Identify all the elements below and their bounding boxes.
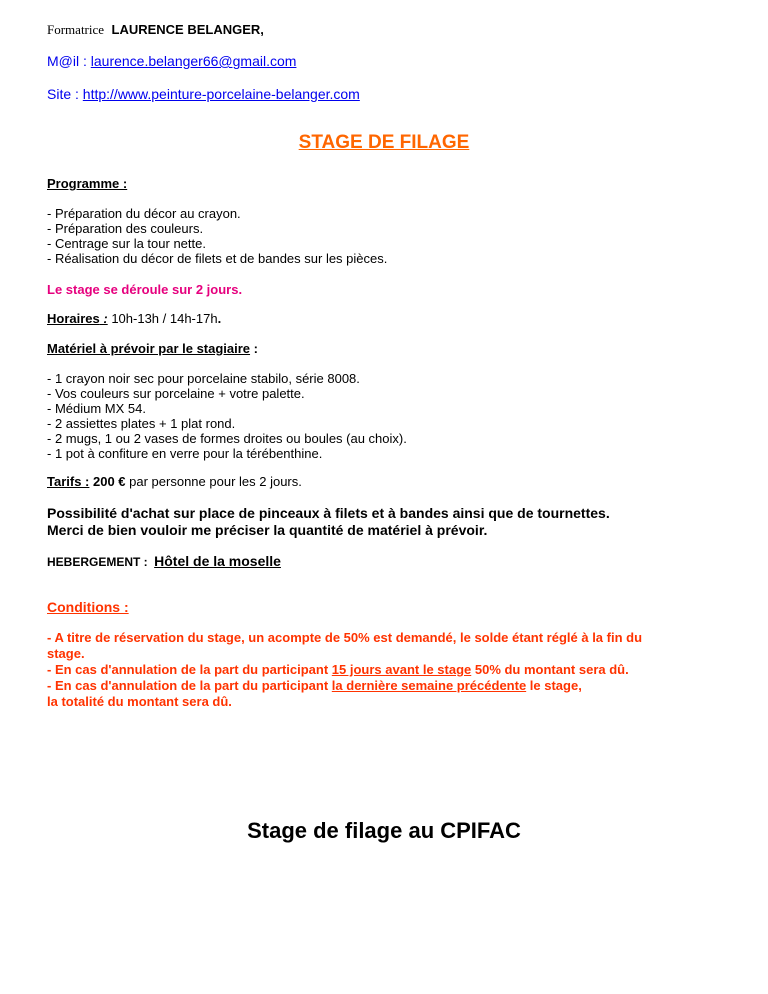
formatrice-line bbox=[47, 21, 264, 39]
horaires-colon: : bbox=[99, 311, 108, 326]
horaires-line bbox=[47, 311, 221, 326]
horaires-label: Horaires bbox=[47, 311, 100, 326]
list-item: - Préparation des couleurs. bbox=[47, 221, 204, 236]
materiel-heading: Matériel à prévoir par le stagiaire bbox=[47, 341, 251, 356]
mail-label: M@il : bbox=[47, 53, 87, 69]
conditions-line-3 bbox=[47, 662, 642, 678]
footer-title: Stage de filage au CPIFAC bbox=[247, 818, 521, 843]
materiel-colon: : bbox=[250, 341, 258, 356]
conditions-line-5: la totalité du montant sera dû. bbox=[47, 694, 232, 709]
conditions-line-2: stage. bbox=[47, 646, 85, 661]
list-item: - Médium MX 54. bbox=[47, 401, 146, 416]
tarifs-line bbox=[47, 474, 302, 489]
materiel-heading-line bbox=[47, 341, 258, 356]
list-item: - Vos couleurs sur porcelaine + votre palette. bbox=[47, 386, 305, 401]
conditions-line-1: - A titre de réservation du stage, un acompte de 50% est demandé, le solde étant réglé à la fin du bbox=[47, 630, 643, 645]
hebergement-label: HEBERGEMENT : bbox=[47, 555, 148, 569]
notice-line-2: Merci de bien vouloir me préciser la quantité de matériel à prévoir. bbox=[47, 522, 488, 538]
site-line bbox=[47, 86, 360, 102]
programme-list bbox=[47, 206, 387, 266]
list-item: - 1 crayon noir sec pour porcelaine stabilo, série 8008. bbox=[47, 371, 360, 386]
page-title: STAGE DE FILAGE bbox=[298, 132, 470, 153]
mail-link[interactable]: laurence.belanger66@gmail.com bbox=[90, 53, 297, 69]
formatrice-label: Formatrice bbox=[47, 22, 105, 37]
mail-line bbox=[47, 53, 296, 69]
horaires-value: 10h-13h / 14h-17h bbox=[107, 311, 218, 326]
conditions-line-3-end: 50% du montant sera dû. bbox=[471, 662, 629, 677]
list-item: - 2 assiettes plates + 1 plat rond. bbox=[47, 416, 236, 431]
conditions-heading: Conditions : bbox=[47, 599, 129, 615]
notice-block bbox=[47, 505, 610, 539]
site-label: Site : bbox=[47, 86, 79, 102]
conditions-line-4-underlined: la dernière semaine précédente bbox=[331, 678, 527, 693]
list-item: - Centrage sur la tour nette. bbox=[47, 236, 206, 251]
conditions-block bbox=[47, 630, 642, 710]
list-item: - 1 pot à confiture en verre pour la térébenthine. bbox=[47, 446, 323, 461]
materiel-list bbox=[47, 371, 407, 461]
formatrice-name: LAURENCE BELANGER, bbox=[111, 22, 264, 37]
tarifs-price: 200 € bbox=[89, 474, 126, 489]
tarifs-rest: par personne pour les 2 jours. bbox=[125, 474, 302, 489]
horaires-end: . bbox=[217, 311, 222, 326]
duration-text: Le stage se déroule sur 2 jours. bbox=[47, 282, 243, 297]
conditions-line-3-start: - En cas d'annulation de la part du participant bbox=[47, 662, 332, 677]
conditions-line-4 bbox=[47, 678, 642, 694]
list-item: - Préparation du décor au crayon. bbox=[47, 206, 241, 221]
list-item: - 2 mugs, 1 ou 2 vases de formes droites ou boules (au choix). bbox=[47, 431, 407, 446]
conditions-line-4-start: - En cas d'annulation de la part du participant bbox=[47, 678, 332, 693]
hebergement-line bbox=[47, 553, 281, 571]
conditions-line-4-end: le stage, bbox=[526, 678, 582, 693]
hebergement-value: Hôtel de la moselle bbox=[154, 553, 281, 569]
list-item: - Réalisation du décor de filets et de bandes sur les pièces. bbox=[47, 251, 388, 266]
site-link[interactable]: http://www.peinture-porcelaine-belanger.com bbox=[82, 86, 360, 102]
programme-heading: Programme : bbox=[47, 176, 128, 191]
notice-line-1: Possibilité d'achat sur place de pinceaux à filets et à bandes ainsi que de tournettes. bbox=[47, 505, 610, 521]
tarifs-label: Tarifs : bbox=[47, 474, 90, 489]
conditions-line-3-underlined: 15 jours avant le stage bbox=[331, 662, 472, 677]
